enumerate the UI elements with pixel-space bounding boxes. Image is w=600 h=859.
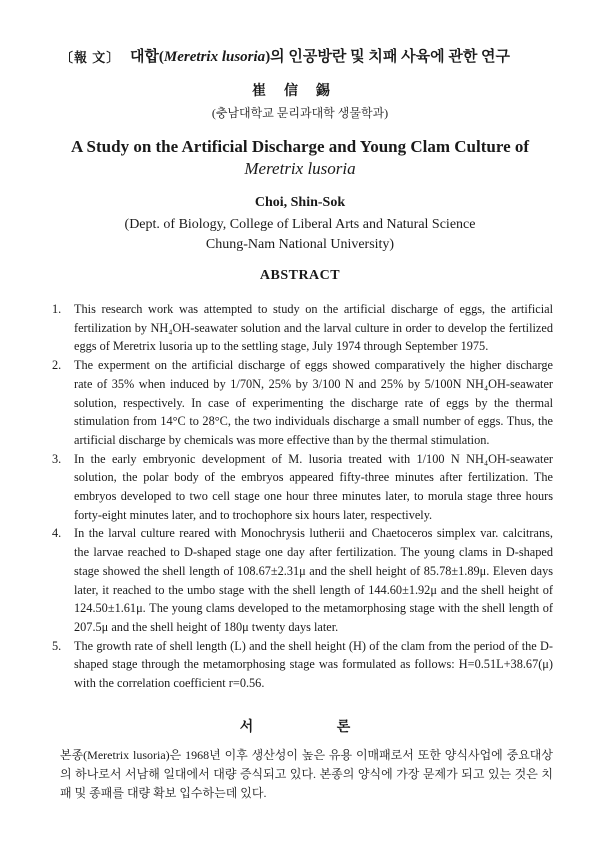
abstract-item-text: In the larval culture reared with Monochrysis lutherii and Chaetoceros simplex var. calcitrans, the larvae reached to D-shaped stage one day after fertilization. The young clams in D-shaped stage showed the shell length of 108.67±2.31μ and the shell height of 85.78±1.89μ. Eleven days later, it reached to the umbo stage with the shell length of 144.60±1.92μ and the shell height of 124.50±1.61μ. The young clams developed to the metamorphosing stage with the shell length of 207.5μ and the shell height of 180μ twenty days later.	[74, 526, 553, 634]
english-affiliation-line1: (Dept. of Biology, College of Liberal Arts and Natural Science	[124, 217, 476, 232]
english-affiliation	[0, 215, 600, 255]
introduction-heading: 서 론	[239, 720, 391, 735]
korean-title-post: )의 인공방란 및 치패 사육에 관한 연구	[265, 49, 511, 65]
abstract-item-number: 4.	[52, 526, 62, 541]
english-author: Choi, Shin-Sok	[254, 195, 346, 210]
korean-title-pre: 대합(	[129, 49, 164, 65]
abstract-item-text: In the early embryonic development of M. lusoria treated with 1/100 N NH₄OH-seawater solution, the polar body of the embryos appeared fifty-three minutes after fertilization. The embryos developed to two cell stage one hour three minutes later, to morula stage three hours forty-eight minutes later, and to trochophore six hours later, respectively.	[74, 451, 553, 522]
abstract-item-number: 3.	[52, 451, 62, 466]
abstract-list	[52, 300, 553, 693]
abstract-item	[52, 524, 553, 636]
abstract-item	[52, 300, 553, 356]
introduction-text: 본종(Meretrix lusoria)은 1968년 이후 생산성이 높은 유용 이매패로서 또한 양식사업에 중요대상의 하나로서 서남해 일대에서 대량 증식되고 있다. 본종의 양식에 가장 문제가 되고 있는 것은 치패 및 종패를 대량 확보 입수하는데 있다.	[60, 748, 553, 800]
abstract-item-text: The experment on the artificial discharge of eggs showed comparatively the higher discharge rate of 35% when induced by 1/70N, 25% by 3/100 N and 25% by 5/100N NH₄OH-seawater solution, respectively. In case of experimenting the discharge rate of eggs by the thermal stimulation from 14°C to 28°C, the two individuals discharge a small number of eggs. Thus, the artificial discharge by chemicals was more effective than by the thermal stimulation.	[74, 358, 553, 447]
abstract-item	[52, 637, 553, 693]
english-affiliation-line2: Chung-Nam National University)	[205, 237, 395, 252]
abstract-item-number: 2.	[52, 358, 62, 373]
korean-affiliation: (충남대학교 문리과대학 생물학과)	[211, 106, 389, 120]
article-type-tag: 〔報 文〕	[60, 50, 121, 65]
english-title	[30, 136, 570, 180]
abstract-item-text: The growth rate of shell length (L) and the shell height (H) of the clam from the period of the D-shaped stage through the metamorphosing stage was formulated as follows: H=0.51L+38.67(μ) with the correlation coefficient r=0.56.	[74, 638, 553, 691]
abstract-heading: ABSTRACT	[259, 268, 341, 283]
abstract-item	[52, 356, 553, 450]
english-title-species: Meretrix lusoria	[244, 159, 356, 178]
korean-title-species: Meretrix lusoria	[163, 49, 266, 65]
abstract-item	[52, 450, 553, 525]
korean-title	[0, 45, 600, 66]
abstract-item-number: 1.	[52, 302, 62, 316]
english-title-line1: A Study on the Artificial Discharge and Young Clam Culture of	[70, 137, 530, 156]
korean-author: 崔信錫	[252, 84, 348, 99]
abstract-item-number: 5.	[52, 638, 62, 653]
abstract-item-text: This research work was attempted to study on the artificial discharge of eggs, the artificial fertilization by NH₄OH-seawater solution and the larval culture in order to develop the fertilized eggs of Meretrix lusoria up to the settling stage, July 1974 through September 1975.	[74, 302, 553, 354]
